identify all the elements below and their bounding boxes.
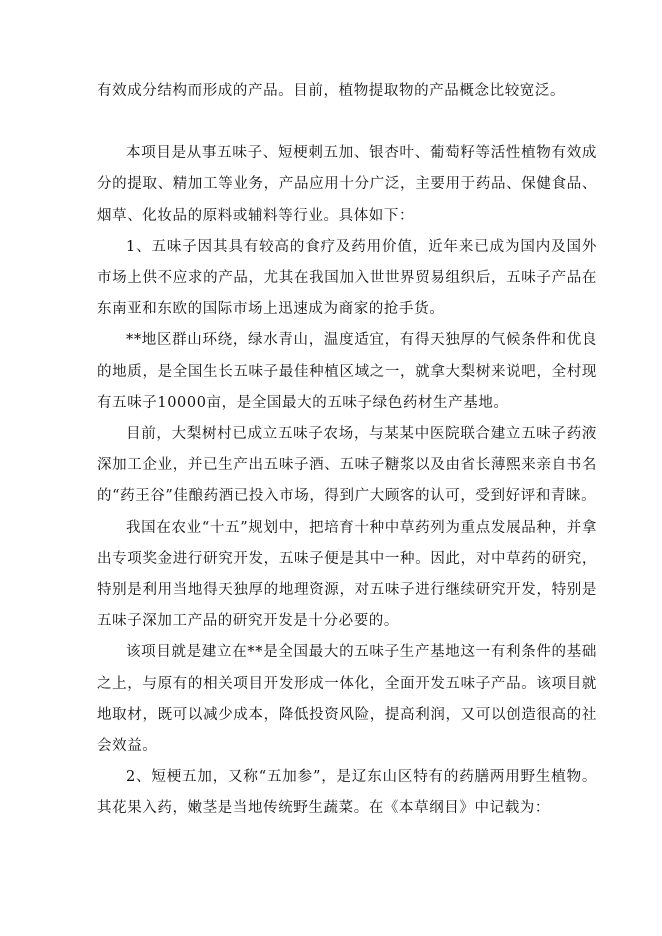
paragraph-project-overview: 本项目是从事五味子、短梗刺五加、银杏叶、葡萄籽等活性植物有效成分的提取、精加工等业务，产品应用十分广泛，主要用于药品、保健食品、烟草、化妆品的原料或辅料等行业。具体如下： xyxy=(97,145,597,224)
paragraph-intro-continuation: 有效成分结构而形成的产品。目前，植物提取物的产品概念比较宽泛。 xyxy=(97,83,566,99)
paragraph-national-plan: 我国在农业“十五”规划中，把培育十种中草药列为重点发展品种，并拿出专项奖金进行研究开发，五味子便是其中一种。因此，对中草药的研究，特别是利用当地得天独厚的地理资源，对五味子进行继续研究开发，特别是五味子深加工产品的研究开发是十分必要的。 xyxy=(97,519,597,630)
paragraph-schisandra-market: 1、五味子因其具有较高的食疗及药用价值，近年来已成为国内及国外市场上供不应求的产品，尤其在我国加入世世界贸易组织后，五味子产品在东南亚和东欧的国际市场上迅速成为商家的抢手货。 xyxy=(97,238,597,318)
paragraph-region-conditions: **地区群山环绕，绿水青山，温度适宜，有得天独厚的气候条件和优良的地质，是全国生长五味子最佳种植区域之一，就拿大梨树来说吧，全村现有五味子10000亩，是全国最大的五味子绿色药材生产基地。 xyxy=(97,332,597,411)
paragraph-spacer xyxy=(97,107,597,138)
paragraph-farm-established: 目前，大梨树村已成立五味子农场，与某某中医院联合建立五味子药液深加工企业，并已生产出五味子酒、五味子糖浆以及由省长薄熙来亲自书名的“药王谷”佳酿药酒已投入市场，得到广大顾客的认可，受到好评和青睐。 xyxy=(97,426,597,505)
document-body xyxy=(97,76,597,825)
paragraph-project-basis: 该项目就是建立在**是全国最大的五味子生产基地这一有利条件的基础之上，与原有的相关项目开发形成一体化，全面开发五味子产品。该项目就地取材，既可以减少成本，降低投资风险，提高利润，又可以创造很高的社会效益。 xyxy=(97,644,597,755)
paragraph-acanthopanax: 2、短梗五加，又称“五加参”，是辽东山区特有的药膳两用野生植物。其花果入药，嫩茎是当地传统野生蔬菜。在《本草纲目》中记载为： xyxy=(97,769,597,817)
